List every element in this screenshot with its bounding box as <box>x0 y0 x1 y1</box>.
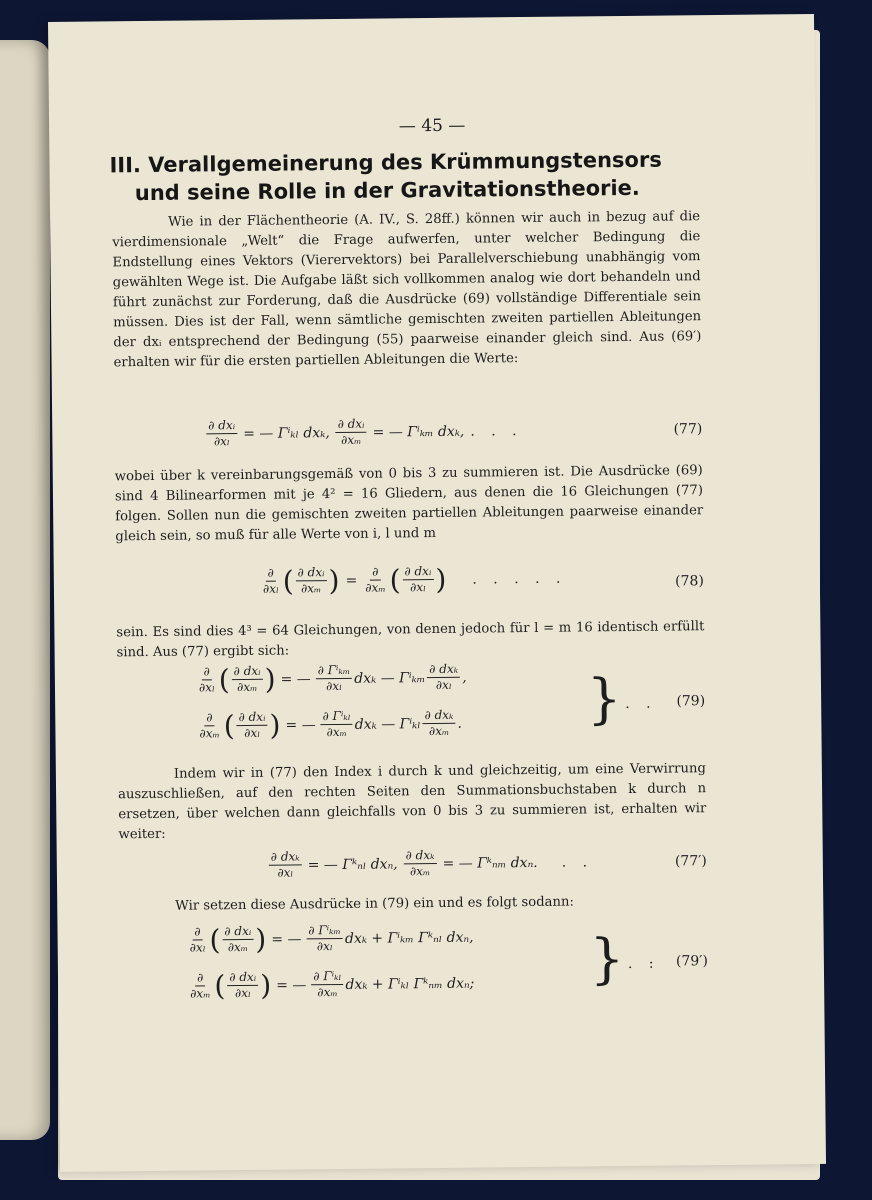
equation-78: $\frac{\partial}{\text{∂xₗ}}$ ( $\frac{\text{∂ dxᵢ}}{\text{∂xₘ}}$ ) = $\frac{\partial}{\text{∂xₘ}}$ ( $\frac{\text{∂ dxᵢ}}{\text{∂xₗ}}$ ) . . . . . (78) <box>262 562 704 598</box>
equation-label-78: (78) <box>675 573 704 590</box>
paragraph-5: Wir setzen diese Ausdrücke in (79) ein und es folgt sodann: <box>175 894 574 914</box>
book-page <box>48 14 826 1172</box>
section-heading <box>109 145 730 207</box>
left-page-edge <box>0 40 50 1140</box>
equation-label-79: (79) <box>676 693 706 710</box>
heading-line-2: und seine Rolle in der Gravitationstheorie. <box>134 175 640 206</box>
page-number: — 45 — <box>398 115 466 137</box>
paragraph-1: Wie in der Flächentheorie (A. IV., S. 28ff.) können wir auch in bezug auf die vierdimensionale „Welt“ die Frage aufwerfen, unter welcher Bedingung die Endstellung eines Vektors (Vierervektors) bei Parallelverschiebung unabhängig vom gewählten Wege ist. Die Aufgabe läßt sich vollkommen analog wie dort behandeln und führt zunächst zur Forderung, daß die Ausdrücke (69) vollständige Differentiale sein müssen. Dies ist der Fall, wenn sämtliche gemischten zweiten partiellen Ableitungen der dxᵢ entsprechend der Bedingung (55) paarweise einander gleich sind. Aus (69′) erhalten wir für die ersten partiellen Ableitungen die Werte: <box>112 209 702 371</box>
eq77-fraction-1: $\frac{\text{∂ dxᵢ}}{\text{∂xₗ}}$ <box>206 418 237 449</box>
paragraph-4: Indem wir in (77) den Index i durch k und gleichzeitig, um eine Verwirrung auszuschließen, auf den rechten Seiten den Summationsbuchstaben k durch n ersetzen, über welchen dann gleichfalls von 0 bis 3 zu summieren ist, erhalten wir weiter: <box>118 761 707 843</box>
equation-label-77-prime: (77′) <box>674 853 707 870</box>
equation-77-prime: $\frac{\text{∂ dxₖ}}{\text{∂xₗ}}$ = — Γᵏₙₗ dxₙ, $\frac{\text{∂ dxₖ}}{\text{∂xₘ}}$ = — Γᵏₙₘ dxₙ. . . (77′) <box>270 847 707 880</box>
paragraph-3: sein. Es sind dies 4³ = 64 Gleichungen, von denen jedoch für l = m 16 identisch erfüllt sind. Aus (77) ergibt sich: <box>116 619 705 661</box>
equation-79-prime: $\frac{\partial}{\text{∂xₗ}}$ ( $\frac{\text{∂ dxᵢ}}{\text{∂xₘ}}$ ) = — $\frac{\text{∂ Γⁱₖₘ}}{\text{∂xₗ}}$ dxₖ + Γⁱₖₘ Γᵏₙₗ dxₙ, $\frac{\partial}{\text{∂xₘ}}$ ( $\frac{\text{∂ dxᵢ}}{\text{∂xₗ}}$ ) = — $\frac{\text{∂ Γⁱₖₗ}}{\text{∂xₘ}}$ dxₖ + Γⁱₖₗ Γᵏₙₘ dxₙ; } . : (79′) <box>189 922 708 1002</box>
equation-label-77: (77) <box>673 421 703 438</box>
equation-77: $\frac{\text{∂ dxᵢ}}{\text{∂xₗ}}$ = — Γⁱₖₗ dxₖ, $\frac{\text{∂ dxᵢ}}{\text{∂xₘ}}$ = — Γⁱₖₘ dxₖ, . . . (77) <box>208 416 703 449</box>
eq77-fraction-2: $\frac{\text{∂ dxᵢ}}{\text{∂xₘ}}$ <box>336 417 367 448</box>
equation-79: $\frac{\partial}{\text{∂xₗ}}$ ( $\frac{\text{∂ dxᵢ}}{\text{∂xₘ}}$ ) = — $\frac{\text{∂ Γⁱₖₘ}}{\text{∂xₗ}}$ dxₖ — Γⁱₖₘ $\frac{\text{∂ dxₖ}}{\text{∂xₗ}}$ , $\frac{\partial}{\text{∂xₘ}}$ ( $\frac{\text{∂ dxᵢ}}{\text{∂xₗ}}$ ) = — $\frac{\text{∂ Γⁱₖₗ}}{\text{∂xₘ}}$ dxₖ — Γⁱₖₗ $\frac{\text{∂ dxₖ}}{\text{∂xₘ}}$ . } . . (79) <box>198 661 706 742</box>
equation-label-79-prime: (79′) <box>675 953 708 970</box>
paragraph-2: wobei über k vereinbarungsgemäß von 0 bis 3 zu summieren ist. Die Ausdrücke (69) sind 4 Bilinearformen mit je 4² = 16 Gliedern, aus denen die 16 Gleichungen (77) folgen. Sollen nun die gemischten zweiten partiellen Ableitungen paarweise einander gleich sein, so muß für alle Werte von i, l und m <box>114 463 704 545</box>
heading-line-1: III. Verallgemeinerung des Krümmungstensors <box>109 147 662 178</box>
